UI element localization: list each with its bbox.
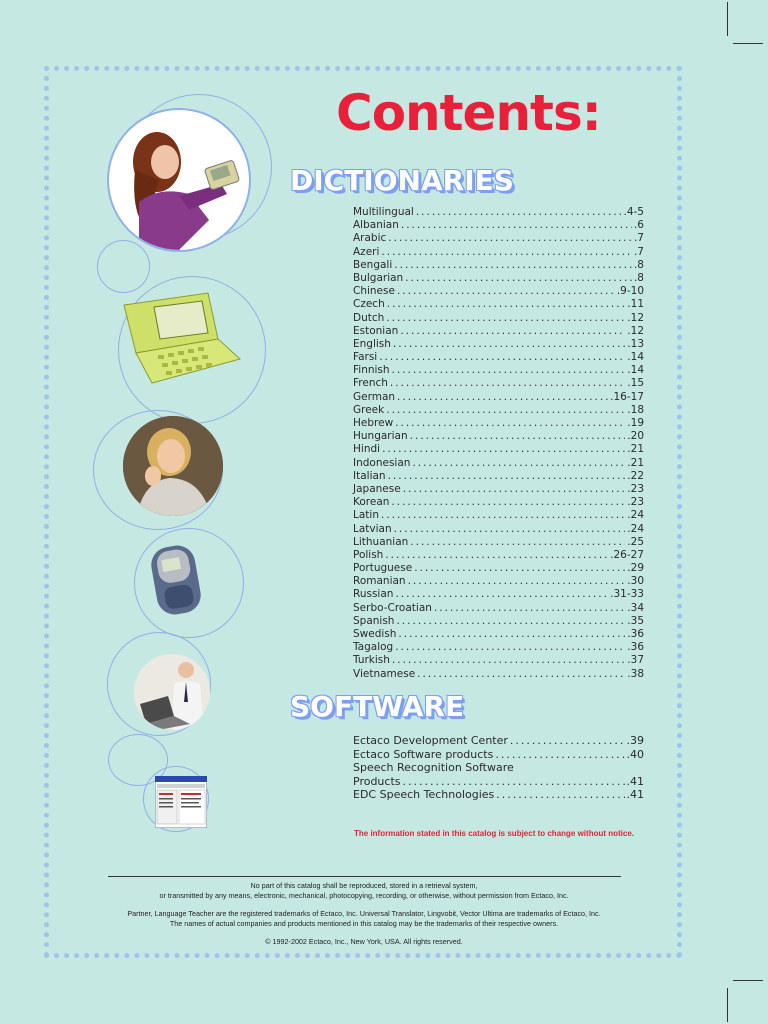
dot-leader (379, 351, 625, 363)
toc-entry-label: Speech Recognition Software (353, 761, 514, 775)
dot-leader (385, 549, 608, 561)
toc-entry[interactable] (353, 509, 644, 522)
toc-entry-label: French (353, 377, 388, 390)
toc-entry-page: .36 (627, 641, 644, 654)
toc-entry-label: Estonian (353, 324, 399, 337)
toc-entry-page: .19 (627, 417, 644, 429)
toc-entry[interactable] (353, 325, 644, 338)
toc-entry[interactable] (353, 748, 644, 762)
section-title-software: SOFTWARE (290, 690, 465, 723)
toc-entry[interactable] (353, 391, 644, 404)
toc-entry[interactable] (353, 285, 644, 298)
toc-entry-page: .11 (627, 298, 644, 311)
toc-entry-page: .41 (626, 788, 644, 802)
toc-entry[interactable] (353, 615, 644, 628)
toc-entry-label: Finnish (353, 364, 390, 377)
toc-entry[interactable] (353, 351, 644, 364)
toc-entry[interactable] (353, 483, 644, 496)
toc-entry-page: .23 (627, 496, 644, 509)
toc-entry[interactable] (353, 377, 644, 390)
toc-entry-label: Indonesian (353, 456, 411, 469)
toc-entry-label: Spanish (353, 614, 395, 627)
dot-leader (412, 457, 625, 469)
toc-entry-page: .25 (627, 535, 644, 548)
toc-entry[interactable] (353, 654, 644, 667)
toc-entry-label: Greek (353, 403, 385, 416)
toc-entry-page: .21 (627, 456, 644, 469)
toc-entry[interactable] (353, 246, 644, 259)
dot-leader (510, 734, 625, 747)
crop-mark (733, 43, 763, 44)
woman-with-handheld-photo (107, 108, 251, 252)
toc-entry-page: .41 (626, 774, 644, 788)
dot-leader (392, 654, 625, 666)
toc-entry[interactable] (353, 457, 644, 470)
dot-leader (390, 377, 625, 389)
footer-divider (108, 876, 621, 877)
toc-entry-page: .30 (627, 575, 644, 588)
dot-leader (417, 668, 625, 680)
toc-entry-label: Turkish (353, 654, 390, 667)
toc-entry[interactable] (353, 298, 644, 311)
dot-leader (410, 536, 625, 548)
toc-entry-label: Latvian (353, 522, 392, 535)
smiling-woman-icon (123, 416, 223, 516)
toc-entry[interactable] (353, 430, 644, 443)
toc-entry-label: Lithuanian (353, 535, 409, 548)
toc-entry[interactable] (353, 549, 644, 562)
toc-entry-page: .13 (627, 337, 644, 350)
toc-entry-page: .20 (627, 430, 644, 443)
toc-entry-label: Tagalog (353, 641, 394, 654)
dot-leader (387, 298, 626, 310)
toc-entry-label: Ectaco Software products (353, 747, 494, 761)
legal-line-3: Partner, Language Teacher are the registered trademarks of Ectaco, Inc. Universal Translator, Lingvobit, Vector Ultima are trademarks of Ectaco, Inc. (127, 909, 601, 918)
toc-entry-page: .8 (633, 258, 644, 271)
toc-entry[interactable] (353, 259, 644, 272)
dot-leader (398, 628, 625, 640)
dot-leader (434, 602, 625, 614)
toc-entry-page: .4-5 (623, 206, 644, 218)
dot-leader (392, 364, 626, 376)
toc-entry-page: .37 (627, 654, 644, 667)
toc-entry[interactable] (353, 641, 644, 654)
toc-entry[interactable] (353, 734, 644, 748)
voice-translator-icon (148, 542, 204, 618)
toc-entry-label: Hebrew (353, 417, 394, 429)
dot-leader (394, 259, 632, 271)
copyright: © 1992-2002 Ectaco, Inc., New York, USA. All rights reserved. (265, 937, 463, 946)
dot-leader (397, 285, 615, 297)
toc-entry-page: .14 (627, 351, 644, 364)
dot-leader (408, 575, 626, 587)
toc-entry-page: .14 (627, 364, 644, 377)
software-list (353, 734, 644, 802)
toc-entry-label: EDC Speech Technologies (353, 788, 495, 802)
toc-entry[interactable] (353, 761, 644, 775)
toc-entry[interactable] (353, 206, 644, 219)
dictionaries-list (353, 206, 644, 681)
electronic-dictionary-icon (118, 289, 242, 393)
toc-entry[interactable] (353, 312, 644, 325)
toc-entry-page: .24 (627, 522, 644, 535)
dot-leader (495, 748, 624, 761)
toc-entry[interactable] (353, 470, 644, 483)
toc-entry-label: Bulgarian (353, 271, 404, 284)
voice-translator-photo (148, 542, 204, 618)
toc-entry-label: Albanian (353, 219, 399, 232)
toc-entry-page: .29 (627, 562, 644, 575)
dot-leader (386, 404, 625, 416)
toc-entry-page: .22 (627, 469, 644, 482)
toc-entry-label: Bengali (353, 258, 393, 271)
toc-entry-label: Products (353, 774, 401, 788)
toc-entry[interactable] (353, 588, 644, 601)
crop-mark (727, 988, 728, 1022)
toc-entry-page: .39 (626, 734, 644, 747)
dot-leader (395, 641, 625, 653)
toc-entry-page: .7 (633, 232, 644, 245)
toc-entry-page: .18 (627, 403, 644, 416)
software-screenshot-photo (155, 776, 207, 828)
toc-entry-label: Portuguese (353, 562, 413, 575)
dot-leader (414, 562, 625, 574)
toc-entry-page: .34 (627, 601, 644, 614)
legal-line-4: The names of actual companies and products mentioned in this catalog may be the trademarks of their respective owners. (169, 919, 559, 928)
dot-leader (388, 232, 632, 244)
dot-leader (400, 325, 625, 337)
smiling-woman-photo (123, 416, 223, 516)
toc-entry-page: .38 (627, 667, 644, 680)
toc-entry-label: Polish (353, 548, 384, 561)
toc-entry-page: .16-17 (610, 390, 644, 403)
change-notice: The information stated in this catalog is subject to change without notice. (354, 829, 635, 838)
toc-entry[interactable] (353, 443, 644, 456)
toc-entry[interactable] (353, 272, 644, 285)
software-screenshot-icon (155, 776, 207, 828)
toc-entry[interactable] (353, 536, 644, 549)
toc-entry-label: Ectaco Development Center (353, 734, 508, 747)
toc-entry-page: .12 (627, 311, 644, 324)
toc-entry[interactable] (353, 668, 644, 681)
toc-entry[interactable] (353, 232, 644, 245)
decor-ring (97, 240, 150, 293)
dot-leader (401, 219, 632, 231)
toc-entry-label: Azeri (353, 245, 380, 258)
toc-entry-label: Latin (353, 509, 379, 522)
toc-entry[interactable] (353, 788, 644, 802)
toc-entry-label: Arabic (353, 232, 387, 245)
toc-entry-page: .40 (626, 747, 644, 761)
toc-entry-page: .31-33 (610, 588, 644, 601)
page-title: Contents: (336, 84, 601, 142)
dot-leader (496, 788, 624, 801)
dot-leader (381, 246, 632, 258)
toc-entry[interactable] (353, 496, 644, 509)
legal-line-1: No part of this catalog shall be reproduced, stored in a retrieval system, (250, 881, 478, 890)
toc-entry-label: Romanian (353, 575, 406, 588)
toc-entry-label: German (353, 390, 396, 403)
toc-entry-label: Farsi (353, 351, 378, 364)
toc-entry-label: Vietnamese (353, 667, 416, 680)
toc-entry-label: Multilingual (353, 206, 414, 218)
dot-leader (382, 443, 625, 455)
toc-entry-label: Hindi (353, 443, 381, 456)
dot-leader (388, 470, 626, 482)
toc-entry-page: .23 (627, 482, 644, 495)
toc-entry-page: .21 (627, 443, 644, 456)
toc-entry-label: Serbo-Croatian (353, 601, 432, 614)
dot-leader (394, 523, 626, 535)
dot-leader (405, 272, 632, 284)
toc-entry-page: .26-27 (610, 548, 644, 561)
toc-entry-page: .8 (633, 271, 644, 284)
toc-entry[interactable] (353, 338, 644, 351)
toc-entry-page: .12 (627, 324, 644, 337)
toc-entry-page: .7 (633, 245, 644, 258)
toc-entry-label: Korean (353, 496, 390, 509)
toc-entry[interactable] (353, 364, 644, 377)
dot-leader (381, 509, 625, 521)
dot-leader (410, 430, 626, 442)
toc-entry-page: .6 (633, 219, 644, 232)
toc-entry-label: Chinese (353, 285, 395, 298)
dot-leader (393, 338, 625, 350)
toc-entry-page: .15 (627, 377, 644, 390)
toc-entry[interactable] (353, 602, 644, 615)
toc-entry[interactable] (353, 219, 644, 232)
toc-entry[interactable] (353, 404, 644, 417)
crop-mark (733, 980, 763, 981)
toc-entry-label: Swedish (353, 628, 397, 640)
dot-leader (395, 588, 608, 600)
toc-entry-label: Italian (353, 469, 386, 482)
toc-entry[interactable] (353, 628, 644, 641)
toc-entry-label: Russian (353, 588, 394, 601)
toc-entry[interactable] (353, 523, 644, 536)
legal-line-2: or transmitted by any means, electronic, mechanical, photocopying, recording, or otherwise, without permission from Ectaco, Inc. (159, 891, 569, 900)
dot-leader (416, 206, 622, 218)
dot-leader (397, 391, 608, 403)
toc-entry[interactable] (353, 775, 644, 789)
dot-leader (391, 496, 625, 508)
crop-mark (727, 2, 728, 36)
toc-entry-label: English (353, 337, 391, 350)
dot-leader (386, 312, 625, 324)
electronic-dictionary-photo (118, 289, 242, 393)
toc-entry[interactable] (353, 417, 644, 430)
dot-leader (403, 483, 626, 495)
toc-entry-label: Japanese (353, 482, 401, 495)
toc-entry[interactable] (353, 575, 644, 588)
dot-leader (396, 615, 625, 627)
woman-with-handheld-icon (109, 110, 249, 250)
dot-leader (395, 417, 625, 429)
toc-entry-page: .24 (627, 509, 644, 522)
section-title-dictionaries: DICTIONARIES (290, 164, 514, 197)
toc-entry-label: Hungarian (353, 430, 408, 443)
toc-entry-page: .35 (627, 614, 644, 627)
man-at-laptop-icon (134, 654, 210, 730)
toc-entry-page: .36 (627, 628, 644, 640)
toc-entry-label: Dutch (353, 311, 385, 324)
toc-entry[interactable] (353, 562, 644, 575)
dot-leader (403, 775, 625, 788)
man-at-laptop-photo (134, 654, 210, 730)
toc-entry-page: .9-10 (616, 285, 644, 298)
toc-entry-label: Czech (353, 298, 385, 311)
